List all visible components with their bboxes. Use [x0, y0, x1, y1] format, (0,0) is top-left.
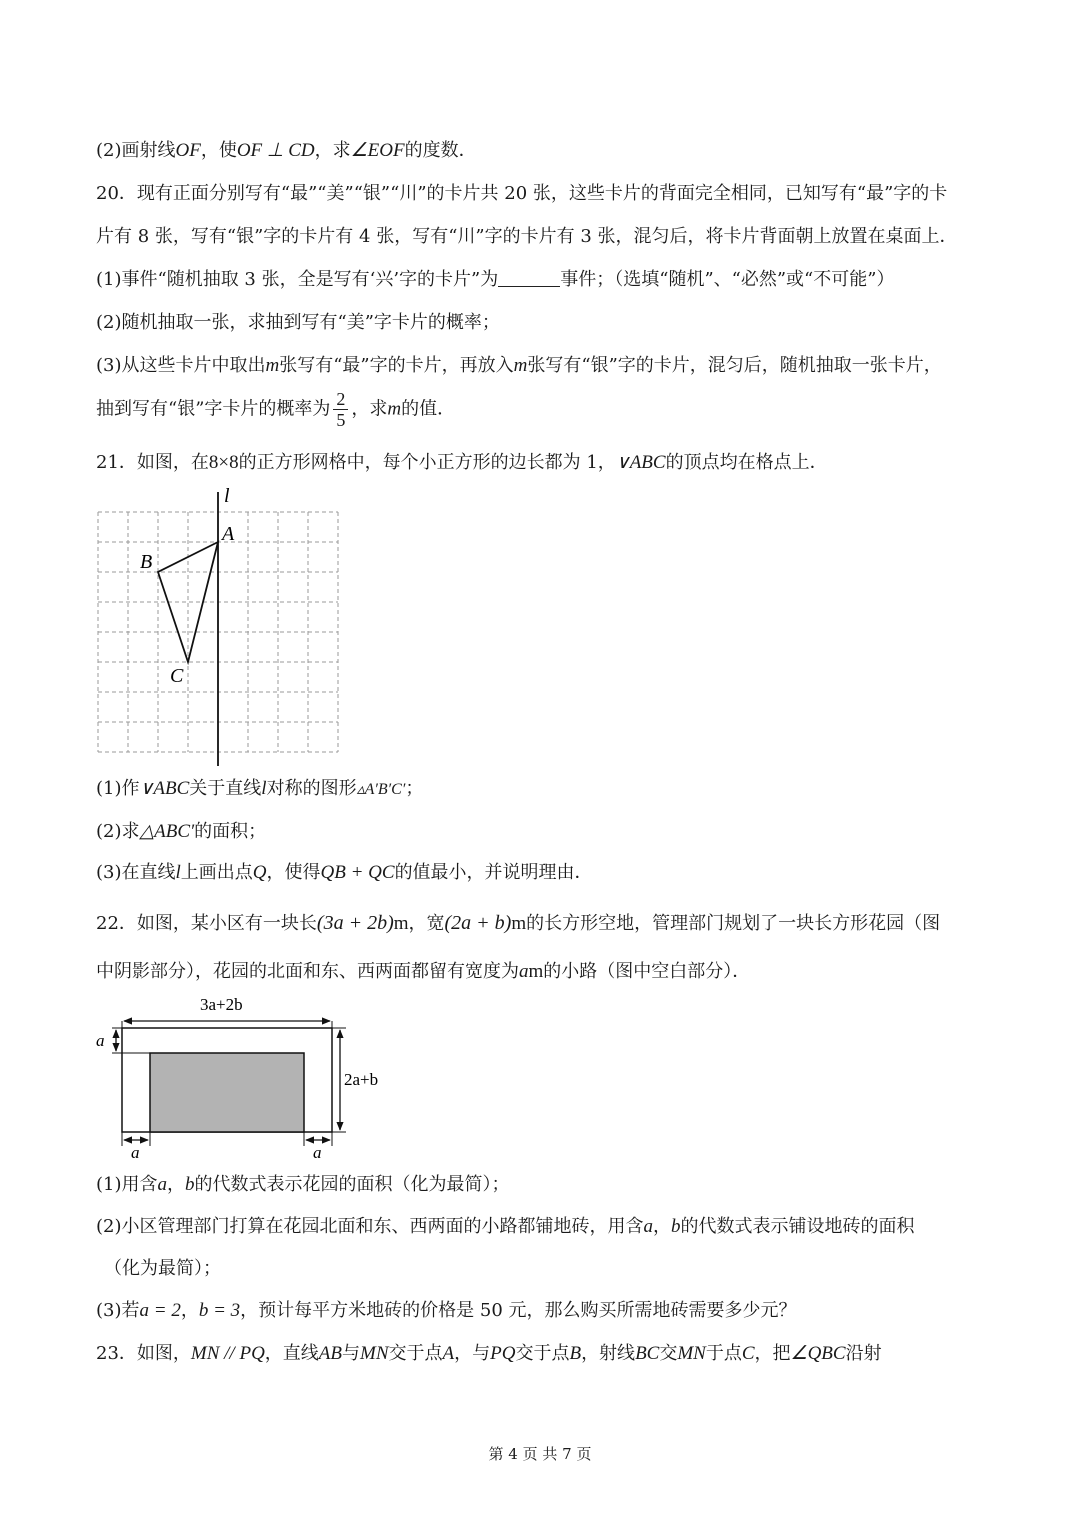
text: 中阴影部分），花园的北面和东、西两面都留有宽度为: [96, 961, 519, 982]
math: BC: [635, 1343, 660, 1364]
text: ，与: [454, 1343, 491, 1364]
text: ，直线: [264, 1343, 319, 1364]
q21-stem: [96, 450, 828, 476]
text: 的小路（图中空白部分）．: [543, 961, 751, 982]
text: 的顶点均在格点上．: [665, 452, 828, 473]
math: m: [393, 913, 409, 934]
math: a = 2: [139, 1300, 181, 1321]
text: (2)画射线: [96, 140, 176, 161]
math: a: [519, 961, 529, 982]
text: ，: [180, 1300, 199, 1321]
q21-part1: [96, 776, 423, 803]
text: 于点: [705, 1343, 742, 1364]
math: b: [671, 1216, 681, 1237]
math: MN // PQ: [190, 1343, 265, 1364]
text: 的面积；: [194, 821, 267, 842]
math: m: [265, 355, 280, 376]
fraction-denominator: 5: [336, 410, 346, 430]
q22-part2-line1: [96, 1214, 915, 1240]
text: ，求: [314, 140, 351, 161]
text: 的值最小，并说明理由．: [394, 862, 593, 883]
text: 与: [342, 1343, 361, 1364]
text: 交于点: [388, 1343, 443, 1364]
text: 的代数式表示花园的面积（化为最简）；: [194, 1174, 510, 1195]
answer-blank[interactable]: [498, 268, 560, 287]
text: ，求: [351, 398, 388, 420]
text: ，预计每平方米地砖的价格是 50 元，那么购买所需地砖需要多少元？: [240, 1300, 797, 1321]
math: OF: [175, 140, 201, 161]
text: (3)从这些卡片中取出: [96, 355, 266, 376]
math: ▵A′B′C′: [356, 781, 406, 798]
math: l: [175, 862, 181, 883]
q20-part3-line1: [96, 353, 942, 379]
triangle-abc: [158, 542, 218, 662]
text: ；: [405, 778, 424, 799]
fraction-numerator: 2: [333, 389, 348, 410]
math: ∠EOF: [350, 140, 405, 161]
math: B: [569, 1343, 582, 1364]
text: 的正方形网格中，每个小正方形的边长都为 1，: [238, 452, 616, 473]
math: m: [513, 355, 528, 376]
text: ，: [653, 1216, 671, 1237]
math: b: [185, 1174, 195, 1195]
text: 21．如图，在: [96, 452, 209, 473]
math: (3a + 2b): [316, 912, 394, 934]
text: (3)若: [96, 1300, 140, 1321]
q20-stem-line1: 20．现有正面分别写有“最”“美”“银”“川”的卡片共 20 张，这些卡片的背面完全相同，已知写有“最”字的卡: [96, 183, 948, 204]
math: 8×8: [208, 452, 239, 473]
q21-part3: [96, 860, 593, 886]
math: C: [741, 1343, 755, 1364]
bottom-left-dimension-label: a: [131, 1143, 140, 1162]
text: 23．如图，: [96, 1343, 191, 1364]
text: 抽到写有“银”字卡片的概率为: [96, 398, 331, 420]
math: ∠QBC: [790, 1343, 846, 1364]
garden-figure: [90, 990, 400, 1165]
math: m: [511, 913, 527, 934]
right-dimension-label: 2a+b: [344, 1070, 379, 1089]
label-b: B: [140, 551, 153, 573]
text: 的长方形空地，管理部门规划了一块长方形花园（图: [526, 913, 941, 934]
fraction: [333, 389, 348, 430]
q22-stem-line1: [96, 910, 940, 937]
text: 的代数式表示铺设地砖的面积: [680, 1216, 915, 1237]
math: AB: [318, 1343, 343, 1364]
math: a: [643, 1216, 653, 1237]
text: ，射线: [581, 1343, 636, 1364]
text: ，使得: [266, 862, 321, 883]
top-dimension-label: 3a+2b: [200, 995, 243, 1014]
math: a: [157, 1174, 167, 1195]
q22-part3: [96, 1298, 797, 1324]
text: 事件；（选填“随机”、“必然”或“不可能”）: [560, 269, 895, 290]
text: 关于直线: [189, 778, 262, 799]
math: △ABC′: [139, 821, 195, 842]
q22-stem-line2: [96, 959, 750, 985]
math: OF ⊥ CD: [236, 140, 315, 161]
math: ∨ABC: [615, 452, 666, 473]
grid-figure: [90, 480, 360, 770]
math: m: [387, 398, 402, 420]
q21-part2: [96, 819, 266, 845]
text: ，把: [754, 1343, 791, 1364]
label-a: A: [222, 523, 235, 545]
text: 22．如图，某小区有一块长: [96, 913, 317, 934]
q20-part2: (2)随机抽取一张，求抽到写有“美”字卡片的概率；: [96, 312, 500, 333]
math: MN: [360, 1343, 389, 1364]
q23-stem: [96, 1341, 882, 1367]
math: l: [261, 778, 267, 799]
text: 交于点: [515, 1343, 570, 1364]
text: 交: [659, 1343, 678, 1364]
math: QB + QC: [320, 862, 395, 883]
text: 的值．: [401, 398, 456, 420]
math: (2a + b): [444, 912, 512, 934]
bottom-right-dimension-label: a: [313, 1143, 322, 1162]
text: 沿射: [845, 1343, 882, 1364]
math: ∨ABC: [139, 778, 190, 799]
page-footer: 第 4 页 共 7 页: [488, 1445, 592, 1463]
q22-part1: [96, 1172, 510, 1198]
q19-part2: [96, 138, 477, 164]
label-l: l: [224, 485, 230, 507]
text: (1)用含: [96, 1174, 158, 1195]
garden-shaded-area: [150, 1053, 304, 1132]
q22-part2-line2: （化为最简）；: [104, 1258, 221, 1279]
math: PQ: [490, 1343, 516, 1364]
text: 上画出点: [180, 862, 253, 883]
text: ，宽: [408, 913, 445, 934]
text: (2)小区管理部门打算在花园北面和东、西两面的小路都铺地砖，用含: [96, 1216, 644, 1237]
text: (1)作: [96, 778, 140, 799]
text: 的度数．: [404, 140, 477, 161]
text: (1)事件“随机抽取 3 张，全是写有‘兴’字的卡片”为: [96, 269, 499, 290]
text: 对称的图形: [266, 778, 357, 799]
math: A: [442, 1343, 455, 1364]
text: ，: [167, 1174, 185, 1195]
text: (3)在直线: [96, 862, 176, 883]
label-c: C: [170, 665, 184, 687]
text: 张写有“最”字的卡片，再放入: [279, 355, 514, 376]
math: Q: [252, 862, 267, 883]
q20-part1: [96, 267, 894, 293]
q20-stem-line2: 片有 8 张，写有“银”字的卡片有 4 张，写有“川”字的卡片有 3 张，混匀后，将卡片背面朝上放置在桌面上．: [96, 226, 958, 247]
q20-part3-line2: [96, 389, 455, 430]
text: (2)求: [96, 821, 140, 842]
math: m: [528, 961, 544, 982]
left-dimension-label: a: [96, 1031, 105, 1050]
text: ，使: [200, 140, 237, 161]
math: b = 3: [198, 1300, 241, 1321]
text: 张写有“银”字的卡片，混匀后，随机抽取一张卡片，: [527, 355, 942, 376]
math: MN: [677, 1343, 706, 1364]
